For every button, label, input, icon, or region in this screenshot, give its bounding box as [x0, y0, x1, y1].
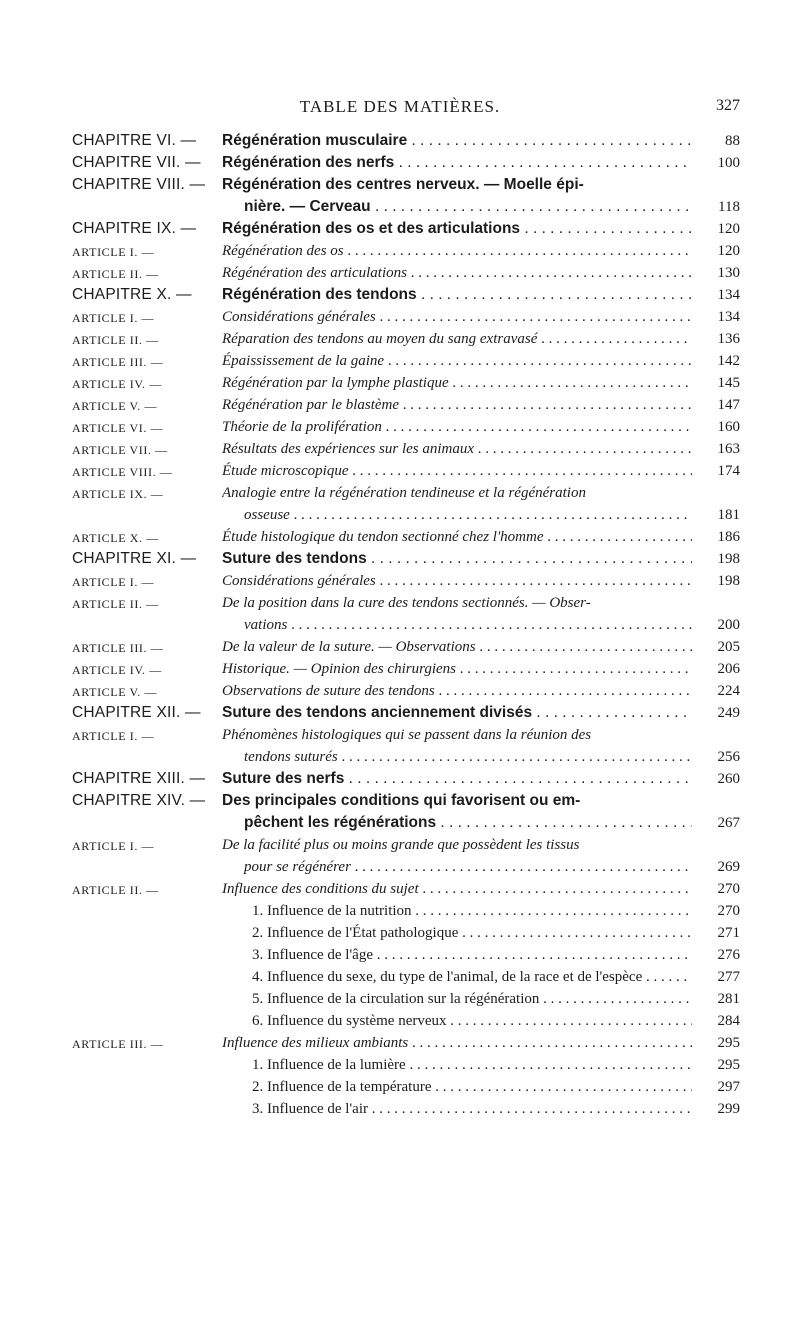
entry-page-number: 118 [718, 199, 740, 215]
entry-title-line: De la position dans la cure des tendons sectionnés. — Obser- [222, 595, 591, 611]
entry-label: ARTICLE II. — [72, 597, 159, 611]
entry-title-line: Régénération des os et des articulations . . . [222, 218, 692, 240]
entry-title-line: 2. Influence de l'État pathologique . . . [252, 922, 692, 944]
entry-page-number: 277 [717, 969, 740, 985]
toc-subsection-entry [72, 900, 740, 922]
entry-page-number: 267 [717, 815, 740, 831]
entry-page-number: 200 [717, 617, 740, 633]
entry-page-number: 160 [717, 419, 740, 435]
entry-page-number: 120 [717, 243, 740, 259]
toc-article-entry [72, 482, 740, 526]
entry-label: ARTICLE VII. — [72, 443, 168, 457]
entry-title-line: pêchent les régénérations . . . [222, 812, 692, 834]
toc-article-entry [72, 394, 740, 416]
entry-page-number: 198 [717, 573, 740, 589]
entry-title-line: Régénération des articulations . . . [222, 262, 692, 284]
entry-label: ARTICLE I. — [72, 839, 155, 853]
toc-article-entry [72, 460, 740, 482]
entry-title-line: vations . . . [222, 614, 692, 636]
entry-label: ARTICLE X. — [72, 531, 159, 545]
toc-article-entry [72, 306, 740, 328]
entry-label: ARTICLE V. — [72, 399, 158, 413]
toc-chapter-entry [72, 790, 740, 834]
entry-title-line: Étude microscopique . . . [222, 460, 692, 482]
entry-title-line: Considérations générales . . . [222, 306, 692, 328]
entry-title-line: Considérations générales . . . [222, 570, 692, 592]
entry-title-line: 1. Influence de la nutrition . . . [252, 900, 692, 922]
entry-title [222, 152, 692, 174]
entry-page-number: 295 [717, 1057, 740, 1073]
toc-article-entry [72, 438, 740, 460]
entry-title [222, 394, 692, 416]
entry-title [222, 372, 692, 394]
entry-label: ARTICLE V. — [72, 685, 158, 699]
entry-title-line: Suture des nerfs . . . [222, 768, 692, 790]
toc-article-entry [72, 372, 740, 394]
toc-chapter-entry [72, 548, 740, 570]
entry-title-line: Influence des milieux ambiants . . . [222, 1032, 692, 1054]
entry-title [222, 438, 692, 460]
toc-subsection-entry [72, 966, 740, 988]
entry-title [222, 306, 692, 328]
entry-title-line: Analogie entre la régénération tendineuse et la régénération [222, 485, 586, 501]
entry-label: CHAPITRE X. — [72, 286, 192, 303]
entry-title [222, 350, 692, 372]
entry-title [252, 1054, 692, 1076]
entry-title [222, 1032, 692, 1054]
entry-label: ARTICLE III. — [72, 355, 164, 369]
entry-page-number: 281 [717, 991, 740, 1007]
entry-title [222, 878, 692, 900]
entry-title [222, 658, 692, 680]
entry-label: ARTICLE VIII. — [72, 465, 173, 479]
entry-title-line: De la facilité plus ou moins grande que possèdent les tissus [222, 837, 580, 853]
table-of-contents [72, 130, 740, 1120]
entry-label: ARTICLE IX. — [72, 487, 164, 501]
entry-label: CHAPITRE XIV. — [72, 792, 206, 809]
entry-page-number: 88 [725, 133, 740, 149]
entry-title [222, 328, 692, 350]
entry-page-number: 163 [717, 441, 740, 457]
entry-label: CHAPITRE XI. — [72, 550, 197, 567]
entry-page-number: 145 [717, 375, 740, 391]
entry-title-line: 3. Influence de l'âge . . . [252, 944, 692, 966]
toc-article-entry [72, 1032, 740, 1054]
entry-title-line: Suture des tendons anciennement divisés . . . [222, 702, 692, 724]
entry-title [222, 724, 692, 768]
entry-label: CHAPITRE IX. — [72, 220, 197, 237]
entry-title-line: 4. Influence du sexe, du type de l'animal, de la race et de l'espèce . . . [252, 966, 692, 988]
entry-label: ARTICLE I. — [72, 311, 155, 325]
entry-title [222, 768, 692, 790]
toc-chapter-entry [72, 174, 740, 218]
toc-article-entry [72, 526, 740, 548]
entry-title [222, 416, 692, 438]
entry-title-line: Réparation des tendons au moyen du sang extravasé . . . [222, 328, 692, 350]
entry-title [222, 592, 692, 636]
entry-title [222, 240, 692, 262]
entry-title [222, 702, 692, 724]
entry-page-number: 249 [717, 705, 740, 721]
entry-page-number: 299 [717, 1101, 740, 1117]
entry-title [222, 834, 692, 878]
toc-article-entry [72, 240, 740, 262]
entry-title [222, 526, 692, 548]
entry-title [222, 570, 692, 592]
toc-article-entry [72, 416, 740, 438]
toc-subsection-entry [72, 1010, 740, 1032]
entry-page-number: 100 [717, 155, 740, 171]
entry-page-number: 130 [717, 265, 740, 281]
toc-article-entry [72, 680, 740, 702]
toc-article-entry [72, 724, 740, 768]
entry-title [222, 174, 692, 218]
entry-title-line: Régénération des nerfs . . . [222, 152, 692, 174]
toc-article-entry [72, 658, 740, 680]
entry-title-line: pour se régénérer . . . [222, 856, 692, 878]
entry-title [222, 284, 692, 306]
entry-title [222, 130, 692, 152]
entry-page-number: 134 [717, 287, 740, 303]
entry-page-number: 206 [717, 661, 740, 677]
toc-chapter-entry [72, 702, 740, 724]
entry-title [222, 790, 692, 834]
toc-chapter-entry [72, 218, 740, 240]
entry-label: ARTICLE IV. — [72, 377, 162, 391]
entry-label: ARTICLE IV. — [72, 663, 162, 677]
entry-title-line: Historique. — Opinion des chirurgiens . . . [222, 658, 692, 680]
entry-page-number: 295 [717, 1035, 740, 1051]
entry-label: ARTICLE I. — [72, 729, 155, 743]
toc-subsection-entry [72, 922, 740, 944]
entry-title [222, 636, 692, 658]
running-head-title: TABLE DES MATIÈRES. [299, 97, 501, 116]
entry-page-number: 205 [717, 639, 740, 655]
entry-title [252, 1098, 692, 1120]
entry-label: ARTICLE II. — [72, 883, 159, 897]
entry-title-line: Épaississement de la gaine . . . [222, 350, 692, 372]
entry-page-number: 270 [717, 903, 740, 919]
toc-article-entry [72, 834, 740, 878]
entry-page-number: 136 [717, 331, 740, 347]
entry-page-number: 284 [717, 1013, 740, 1029]
toc-chapter-entry [72, 284, 740, 306]
entry-title-line: nière. — Cerveau . . . [222, 196, 692, 218]
entry-label: ARTICLE VI. — [72, 421, 164, 435]
entry-title [222, 548, 692, 570]
entry-title-line: Étude histologique du tendon sectionné chez l'homme . . . [222, 526, 692, 548]
entry-label: ARTICLE I. — [72, 245, 155, 259]
entry-title-line: Régénération des tendons . . . [222, 284, 692, 306]
entry-title [252, 1010, 692, 1032]
toc-chapter-entry [72, 768, 740, 790]
entry-title [222, 262, 692, 284]
entry-title-line: Régénération par le blastème . . . [222, 394, 692, 416]
entry-page-number: 224 [717, 683, 740, 699]
toc-chapter-entry [72, 152, 740, 174]
entry-label: CHAPITRE XIII. — [72, 770, 206, 787]
entry-title-line: Suture des tendons . . . [222, 548, 692, 570]
entry-page-number: 174 [717, 463, 740, 479]
entry-title-line: Régénération musculaire . . . [222, 130, 692, 152]
entry-page-number: 181 [717, 507, 740, 523]
entry-title-line: De la valeur de la suture. — Observations . . . [222, 636, 692, 658]
entry-label: ARTICLE II. — [72, 333, 159, 347]
toc-article-entry [72, 592, 740, 636]
entry-title-line: 1. Influence de la lumière . . . [252, 1054, 692, 1076]
entry-label: ARTICLE III. — [72, 641, 164, 655]
entry-title-line: 3. Influence de l'air . . . [252, 1098, 692, 1120]
entry-title [252, 988, 692, 1010]
toc-chapter-entry [72, 130, 740, 152]
entry-title-line: 6. Influence du système nerveux . . . [252, 1010, 692, 1032]
entry-title-line: tendons suturés . . . [222, 746, 692, 768]
entry-title [252, 1076, 692, 1098]
entry-label: ARTICLE II. — [72, 267, 159, 281]
entry-title-line: Observations de suture des tendons . . . [222, 680, 692, 702]
entry-title [252, 966, 692, 988]
entry-page-number: 147 [717, 397, 740, 413]
entry-title-line: Régénération par la lymphe plastique . . . [222, 372, 692, 394]
entry-title-line: 5. Influence de la circulation sur la régénération . . . [252, 988, 692, 1010]
entry-label: ARTICLE III. — [72, 1037, 164, 1051]
toc-subsection-entry [72, 1076, 740, 1098]
entry-title [222, 680, 692, 702]
toc-subsection-entry [72, 988, 740, 1010]
entry-page-number: 297 [717, 1079, 740, 1095]
toc-article-entry [72, 636, 740, 658]
toc-article-entry [72, 570, 740, 592]
entry-title-line: Phénomènes histologiques qui se passent dans la réunion des [222, 727, 592, 743]
toc-article-entry [72, 328, 740, 350]
entry-title [252, 900, 692, 922]
entry-title-line: Des principales conditions qui favorisent ou em- [222, 792, 581, 809]
entry-page-number: 260 [717, 771, 740, 787]
entry-title [222, 460, 692, 482]
entry-page-number: 198 [717, 551, 740, 567]
entry-page-number: 271 [717, 925, 740, 941]
toc-subsection-entry [72, 944, 740, 966]
entry-title-line: Résultats des expériences sur les animaux . . . [222, 438, 692, 460]
entry-label: CHAPITRE VI. — [72, 132, 197, 149]
entry-page-number: 256 [717, 749, 740, 765]
entry-label: CHAPITRE XII. — [72, 704, 201, 721]
entry-title-line: Théorie de la prolifération . . . [222, 416, 692, 438]
entry-title-line: osseuse . . . [222, 504, 692, 526]
entry-label: ARTICLE I. — [72, 575, 155, 589]
toc-subsection-entry [72, 1098, 740, 1120]
entry-label: CHAPITRE VII. — [72, 154, 201, 171]
entry-page-number: 186 [717, 529, 740, 545]
toc-article-entry [72, 262, 740, 284]
entry-page-number: 142 [717, 353, 740, 369]
entry-title-line: 2. Influence de la température . . . [252, 1076, 692, 1098]
entry-page-number: 276 [717, 947, 740, 963]
entry-title [222, 482, 692, 526]
entry-title [252, 944, 692, 966]
toc-article-entry [72, 350, 740, 372]
entry-title-line: Régénération des os . . . [222, 240, 692, 262]
entry-page-number: 270 [717, 881, 740, 897]
page-number: 327 [716, 97, 740, 114]
entry-label: CHAPITRE VIII. — [72, 176, 206, 193]
entry-page-number: 269 [717, 859, 740, 875]
running-head [60, 94, 740, 124]
toc-article-entry [72, 878, 740, 900]
entry-title [252, 922, 692, 944]
entry-title-line: Influence des conditions du sujet . . . [222, 878, 692, 900]
entry-page-number: 120 [717, 221, 740, 237]
entry-title-line: Régénération des centres nerveux. — Moelle épi- [222, 176, 584, 193]
toc-subsection-entry [72, 1054, 740, 1076]
entry-page-number: 134 [717, 309, 740, 325]
entry-title [222, 218, 692, 240]
